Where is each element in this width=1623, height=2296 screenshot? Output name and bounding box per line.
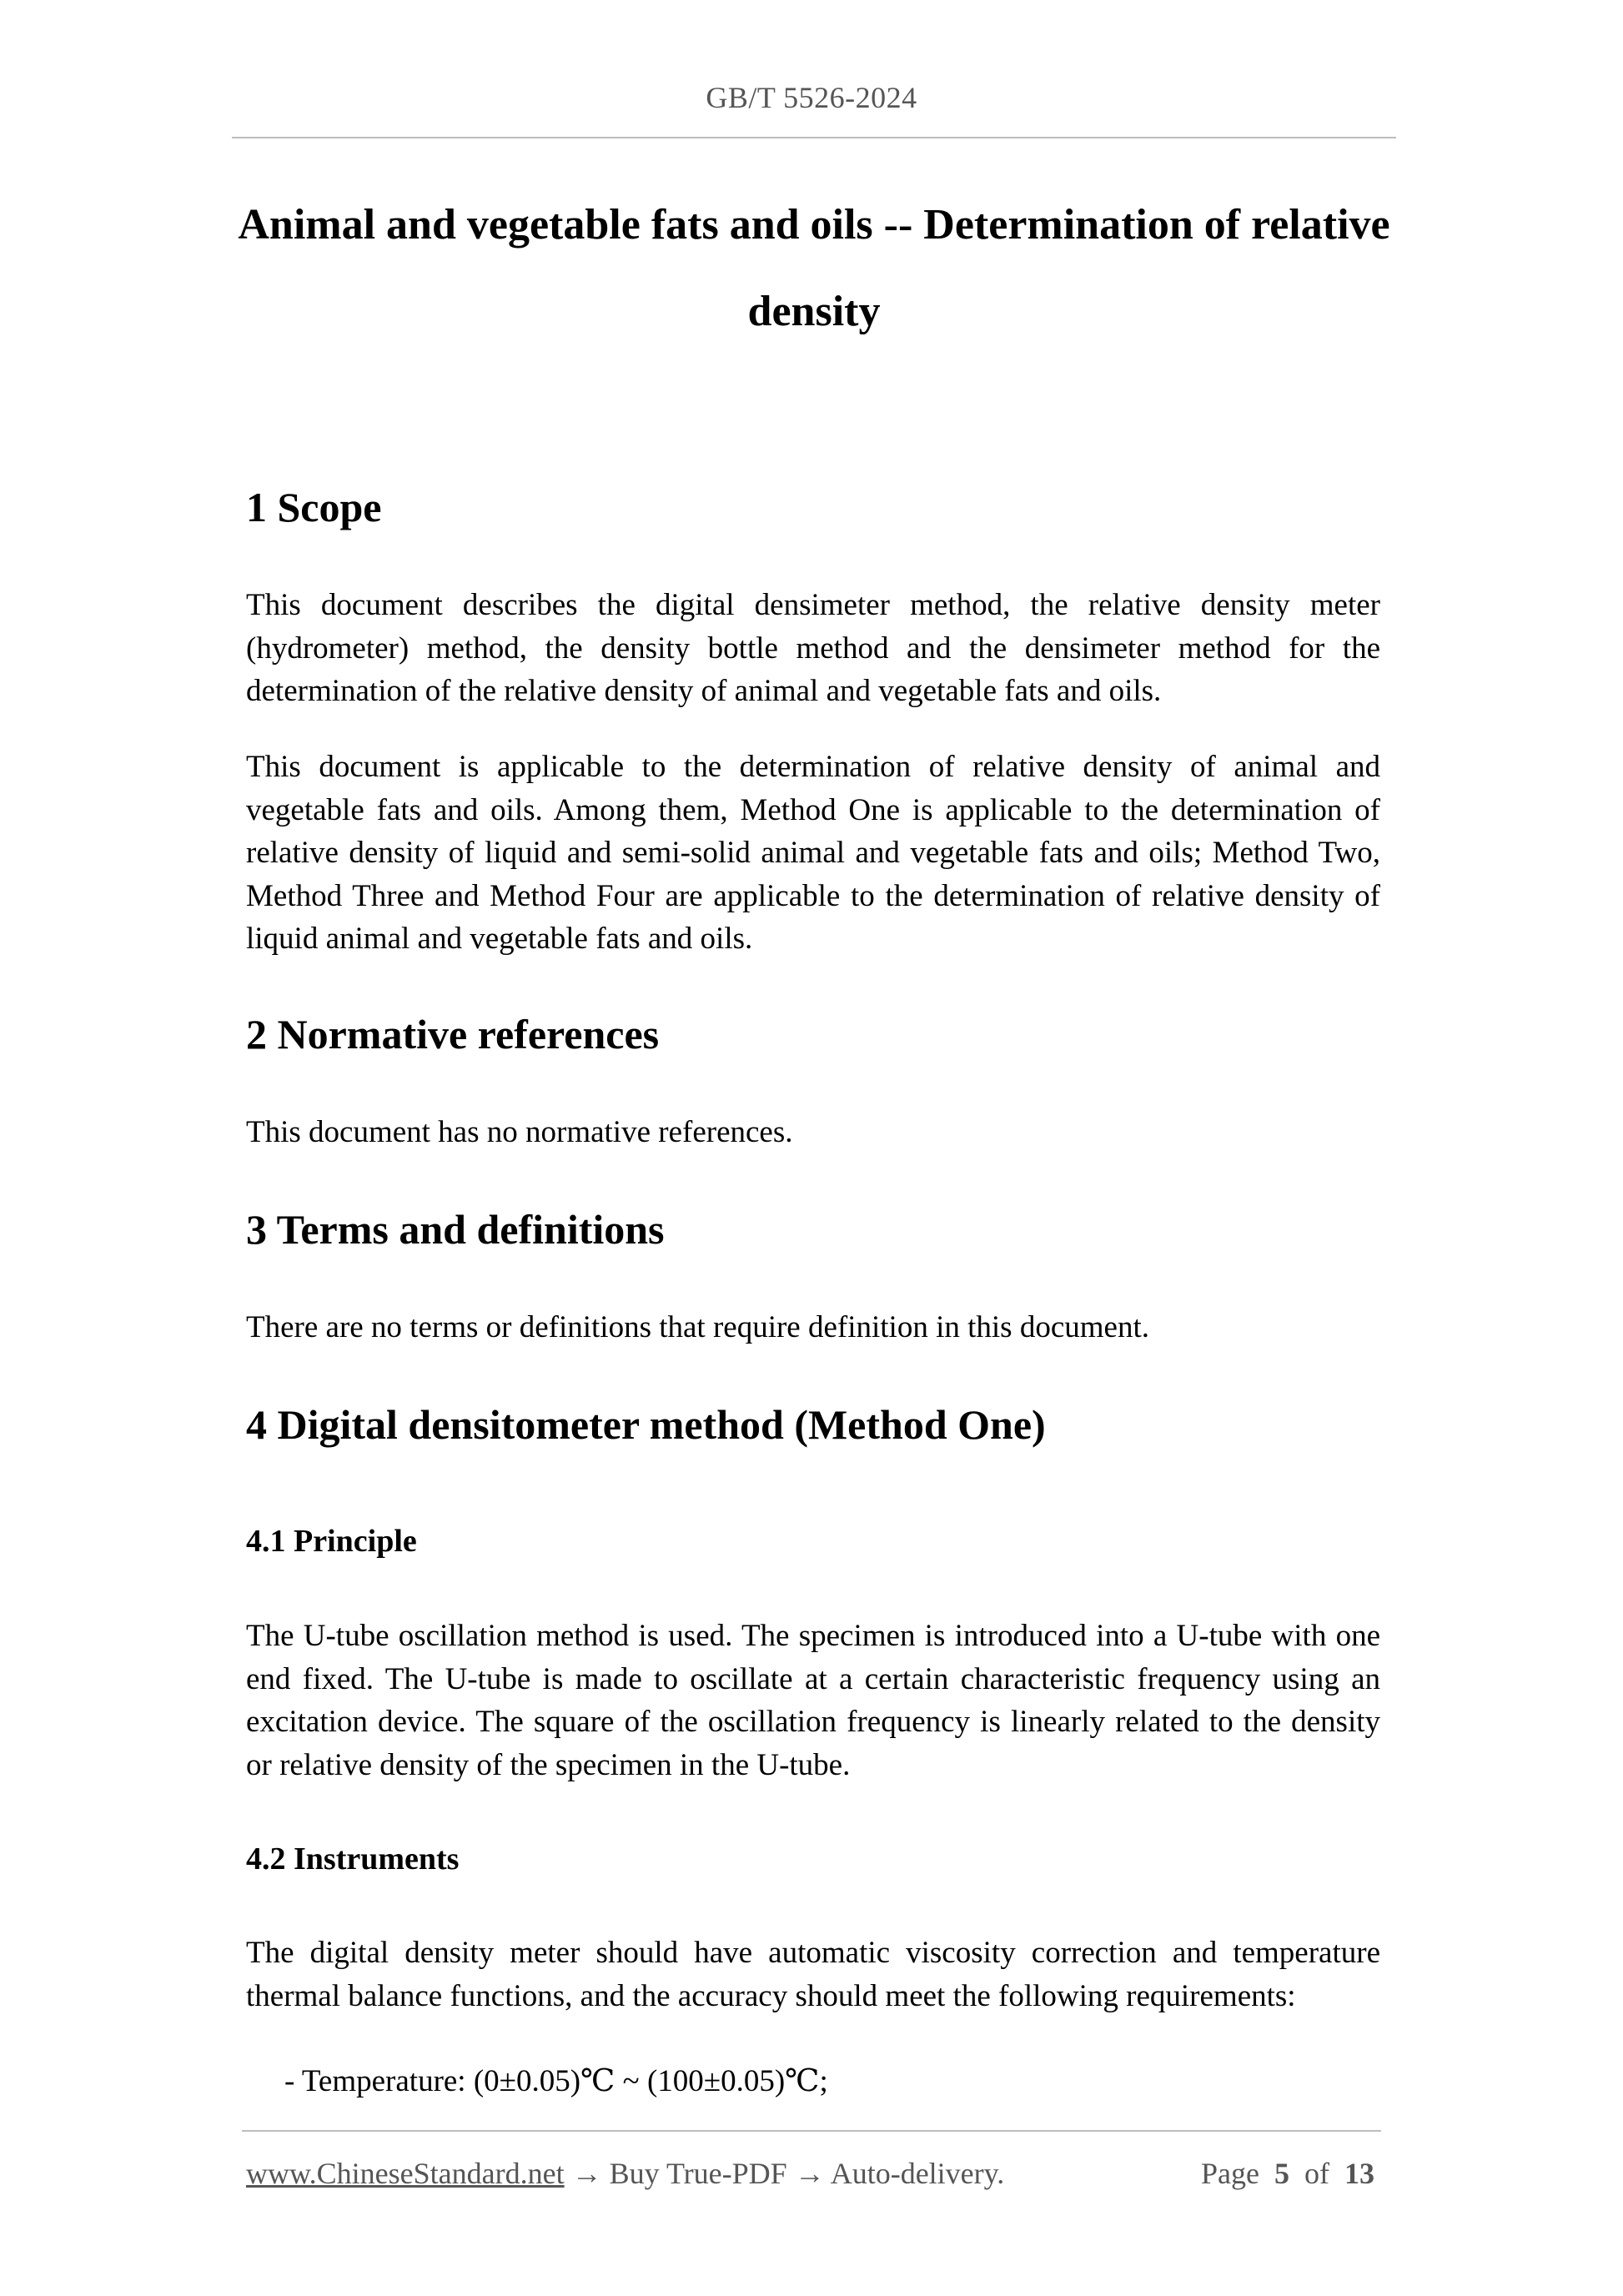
page-total: 13 [1344,2157,1374,2190]
page-label: Page [1201,2157,1259,2190]
arrow-right-icon: → [571,2157,602,2190]
section-2-paragraph-1: This document has no normative references. [246,1115,793,1149]
page-of-label: of [1304,2157,1329,2190]
footer-delivery-text: Auto-delivery. [830,2157,1005,2190]
footer-divider [242,2130,1381,2132]
footer-purchase-line [246,2155,1004,2192]
document-title: Animal and vegetable fats and oils -- Determination of relative density [238,201,1390,335]
section-4-1-paragraph-1: The U-tube oscillation method is used. The specimen is introduced into a U-tube with one end fixed. The U-tube is made to oscillate at a certain characteristic frequency using an excitation device. The square of the oscillation frequency is linearly related to the density or relative density of the specimen in the U-tube. [246,1619,1380,1782]
section-1-paragraph-2: This document is applicable to the determination of relative density of animal and vegetable fats and oils. Among them, Method One is applicable to the determination of relative density of liquid and semi-solid animal and vegetable fats and oils; Method Two, Method Three and Method Four are applicable to the determination of relative density of liquid animal and vegetable fats and oils. [246,750,1380,956]
section-1-heading: 1 Scope [246,484,382,530]
section-3-paragraph-1: There are no terms or definitions that require definition in this document. [246,1310,1149,1344]
section-4-2-paragraph-1: The digital density meter should have automatic viscosity correction and temperature thermal balance functions, and the accuracy should meet the following requirements: [246,1936,1380,2013]
footer-page-number [1201,2155,1374,2192]
footer-buy-text: Buy True-PDF [609,2157,787,2190]
page-current: 5 [1274,2157,1289,2190]
section-3-heading: 3 Terms and definitions [246,1206,665,1253]
section-2-heading: 2 Normative references [246,1011,660,1058]
arrow-right-icon: → [794,2157,825,2190]
section-4-2-bullet-temperature: - Temperature: (0±0.05)℃ ~ (100±0.05)℃; [284,2064,828,2098]
header-divider [232,137,1396,138]
section-4-2-heading: 4.2 Instruments [246,1841,460,1876]
section-1-paragraph-1: This document describes the digital densimeter method, the relative density meter (hydrometer) method, the density bottle method and the densimeter method for the determination of the relative density of animal and vegetable fats and oils. [246,588,1380,708]
section-4-1-heading: 4.1 Principle [246,1524,417,1559]
section-4-heading: 4 Digital densitometer method (Method One) [246,1401,1046,1448]
footer-site-link[interactable]: www.ChineseStandard.net [246,2157,565,2190]
header-standard-code: GB/T 5526-2024 [706,81,917,114]
